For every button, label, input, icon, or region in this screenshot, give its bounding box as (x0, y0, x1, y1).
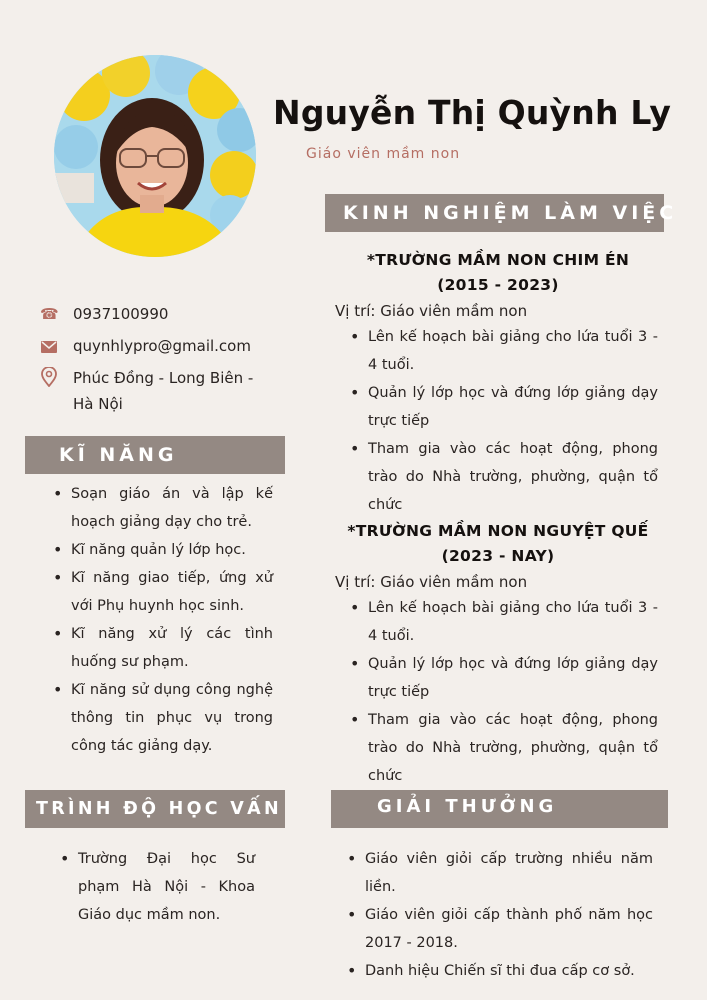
experience-task: • Lên kế hoạch bài giảng cho lứa tuổi 3 - 4 tuổi. (350, 323, 658, 379)
contact-email: quynhlypro@gmail.com (73, 337, 251, 355)
skills-list-container (53, 480, 273, 760)
skill-item: • Kĩ năng giao tiếp, ứng xử với Phụ huynh học sinh. (53, 564, 273, 620)
education-list (60, 845, 255, 929)
experience-task: • Tham gia vào các hoạt động, phong trào do Nhà trường, phường, quận tổ chức (350, 435, 658, 519)
experience-period: (2023 - NAY) (441, 547, 555, 565)
skill-item: • Soạn giáo án và lập kế hoạch giảng dạy cho trẻ. (53, 480, 273, 536)
experience-school: *TRƯỜNG MẦM NON CHIM ÉN (366, 251, 630, 269)
experience-task: • Lên kế hoạch bài giảng cho lứa tuổi 3 - 4 tuổi. (350, 594, 658, 650)
mail-icon (41, 339, 57, 357)
phone-icon: ☎ (40, 305, 59, 323)
profile-photo-image (54, 55, 256, 257)
location-pin-icon (41, 367, 57, 391)
contact-phone: 0937100990 (73, 305, 169, 323)
awards-list (347, 845, 653, 985)
experience-school: *TRƯỜNG MẦM NON NGUYỆT QUẾ (347, 522, 649, 540)
education-heading: TRÌNH ĐỘ HỌC VẤN (25, 790, 285, 828)
skills-list (53, 480, 273, 760)
experience-item-1 (335, 248, 658, 519)
education-item: • Trường Đại học Sư phạm Hà Nội - Khoa Giáo dục mầm non. (60, 845, 255, 929)
awards-list-container (347, 845, 653, 985)
skills-heading: KĨ NĂNG (25, 436, 285, 474)
candidate-name: Nguyễn Thị Quỳnh Ly (273, 93, 672, 132)
contact-address-line1: Phúc Đồng - Long Biên - (73, 369, 254, 387)
skill-item: • Kĩ năng sử dụng công nghệ thông tin phục vụ trong công tác giảng dạy. (53, 676, 273, 760)
experience-task: • Tham gia vào các hoạt động, phong trào do Nhà trường, phường, quận tổ chức (350, 706, 658, 790)
experience-heading: KINH NGHIỆM LÀM VIỆC (325, 194, 664, 232)
skill-item: • Kĩ năng quản lý lớp học. (53, 536, 273, 564)
award-item: • Giáo viên giỏi cấp trường nhiều năm liền. (347, 845, 653, 901)
awards-heading: GIẢI THƯỞNG (331, 790, 668, 828)
award-item: • Giáo viên giỏi cấp thành phố năm học 2017 - 2018. (347, 901, 653, 957)
experience-task-list (350, 323, 658, 519)
award-item: • Danh hiệu Chiến sĩ thi đua cấp cơ sở. (347, 957, 653, 985)
experience-position: Vị trí: Giáo viên mầm non (335, 302, 528, 320)
experience-task: • Quản lý lớp học và đứng lớp giảng dạy trực tiếp (350, 379, 658, 435)
experience-position: Vị trí: Giáo viên mầm non (335, 573, 528, 591)
experience-period: (2015 - 2023) (437, 276, 559, 294)
profile-photo (54, 55, 256, 257)
candidate-role: Giáo viên mầm non (306, 146, 461, 162)
education-list-container (60, 845, 255, 929)
contact-address-line2: Hà Nội (73, 395, 123, 413)
experience-task-list (350, 594, 658, 790)
experience-task: • Quản lý lớp học và đứng lớp giảng dạy trực tiếp (350, 650, 658, 706)
experience-item-2 (335, 519, 658, 790)
skill-item: • Kĩ năng xử lý các tình huống sư phạm. (53, 620, 273, 676)
